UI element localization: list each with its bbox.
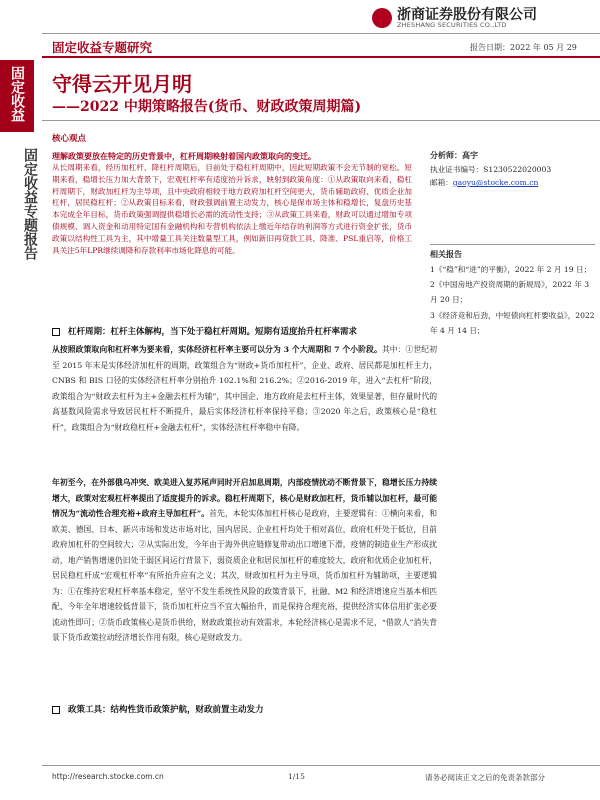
report-title: 守得云开见月明 [52, 72, 192, 96]
report-date: 报告日期：2022 年 05 月 29 [470, 43, 577, 52]
related-reports-heading: 相关报告 [430, 249, 462, 259]
related-report-item[interactable]: 1《“稳”和“进”的平衡》，2022 年 2 月 19 日； [430, 265, 592, 274]
body-paragraph-2 [52, 475, 437, 646]
core-view-heading: 核心观点 [52, 134, 87, 144]
bullet-square-icon [52, 706, 60, 714]
disclaimer-note: 请务必阅读正文之后的免责条款部分 [425, 773, 545, 782]
analyst-name: 分析师：高宇 [430, 150, 478, 160]
brand-name-en: ZHESHANG SECURITIES CO.,LTD [397, 21, 507, 29]
report-series: 固定收益专题研究 [52, 40, 153, 55]
section-heading-text: 杠杆周期：杠杆主体解构，当下处于稳杠杆周期。短期有适度抬升杠杆率需求 [68, 327, 358, 337]
bullet-square-icon [52, 328, 60, 336]
paragraph-2-text: 首先，本轮实体加杠杆核心是政府，主要逻辑有：①横向来看，和欧美、德国、日本、新兴市场和发达市场对比，国内居民、企业杠杆均处于相对高位，政府杠杆处于低位，目前政府加杠杆的空间较大；②从实际出发，今年由于海外供应链修复带动出口增速下滑，疫情的制造业生产形成扰动，地产销售增速仍旧处于弱区间运行背景下，弱资质企业和居民加杠杆的难度较大，政府和优质企业加杠杆，居民稳杠杆成“宏观杠杆率”有所抬升应有之义；其次，财政加杠杆为主导项，货币加杠杆为辅助项，主要逻辑为：①在维持宏观杠杆率基本稳定，坚守不发生系统性风险的政策背景下，社融、M2 和经济增速应当基本相匹配，今年全年增速较低背景下，货币加杠杆应当不宜大幅抬升，而是保持合理充裕，提供经济实体信用扩张必要流动性即可；②货币政策核心是货币供给，财政政策拉动有效需求，本轮经济核心是需求不足，“借款人”消失背景下货币政策拉动经济增长作用有限，核心是财政发力。 [52, 509, 437, 642]
section-heading-policy-tools [52, 703, 264, 715]
body-paragraph-1 [52, 342, 437, 435]
header-divider [42, 33, 600, 34]
section-heading-text: 政策工具：结构性货币政策护航，财政前置主动发力 [68, 705, 264, 715]
paragraph-1-bold: 从按照政策取向和杠杆率为要来看，实体经济杠杆率主要可以分为 3 个大周期和 7 个小阶段。 [52, 345, 382, 354]
footer-divider [42, 765, 600, 766]
title-divider [42, 120, 600, 121]
brand-name-cn: 浙商证券股份有限公司 [397, 7, 537, 23]
footer-url[interactable]: http://research.stocke.com.cn [52, 772, 164, 781]
related-divider [430, 244, 595, 245]
section-heading-leverage [52, 325, 357, 337]
core-view-paragraph: 从长周期来看，经历加杠杆、降杠杆周期后，目前处于稳杠杆周期中，因此短期政策不会无节制的宽松。短期来看，稳增长压力加大背景下，宏观杠杆率有适度抬升诉求，映射到政策角度：①从政策取向来看，稳杠杆周期下，财政加杠杆为主导项，且中央政府相较于地方政府加杠杆空间更大，货币辅助政府、优质企业加杠杆，居民稳杠杆；②从政策目标来看，财政强调前置主动发力，核心是保市场主体和稳增长，复盘历史基本完成全年目标，货币政策强调提供稳增长必需的流动性支持；③从政策工具来看，财政可以通过增加专项债规模、调入资金和动用特定国有金融机构和专营机构依法上缴近年结存的利润等方式进行资金扩张，货币政策以结构性工具为主，其中增量工具关注数量型工具，例如新旧再贷款工具、降准、PSL重启等，价格工具关注5年LPR继续调降和存款利率市场化降息的可能。 [52, 163, 412, 255]
report-subtitle: ——2022 中期策略报告(货币、财政政策周期篇) [52, 99, 362, 115]
header-red-divider [42, 56, 600, 58]
page-number: 1/15 [288, 772, 305, 781]
related-reports-list [430, 262, 595, 338]
paragraph-2-bold: 年初至今，在外部俄乌冲突、欧美进入复苏尾声同时开启加息周期，内部疫情扰动不断背景下，稳增长压力持续增大，政策对宏观杠杆率提出了适度提升的诉求。稳杠杆周期下，核心是财政加杠杆，货币辅以加杠杆，最可能情况为“流动性合理充裕+政府主导加杠杆”。 [52, 478, 437, 518]
sidebar-report-type: 固定收益专题报告 [22, 148, 38, 260]
paragraph-1-text: 其中：①世纪初至 2015 年末是实体经济加杠杆的周期，政策组合为“财政+货币加杠杆”，企业、政府、居民都是加杠杆主力，CNBS 和 BIS 口径的实体经济杠杆率分别抬升 102.1%和 216.2%；②2016-2019 年，进入“去杠杆”阶段，政策组合为“财政去杠杆为主+金融去杠杆为辅”，其中国企、地方政府是去杠杆主体，效果显著，但存量时代的高基数风险需求导致居民杠杆不断提升，最后实体经济杠杆率保持平稳；③2020 年之后，政策核心是“稳杠杆”，政策组合为“财政稳杠杆+金融去杠杆”，实体经济杠杆率稳中有降。 [52, 345, 437, 432]
related-report-item[interactable]: 3《经济竞和后劲，中短债向杠杆要收益》，2022 年 4 月 14 日； [430, 310, 595, 335]
analyst-email-link[interactable]: gaoyu@stocke.com.cn [452, 178, 539, 187]
related-report-item[interactable]: 2《中国房地产投资周期的新规局》，2022 年 3 月 20 日； [430, 280, 590, 305]
analyst-cert: 执业证书编号：S1230522020003 [430, 165, 552, 174]
company-logo-icon [372, 8, 392, 28]
sidebar-tag-label: 固定收益 [9, 66, 25, 122]
core-view-lead: 理解政策要放在特定的历史背景中，杠杆周期映射着国内政策取向的变迁。 [52, 151, 316, 161]
sidebar-tag [0, 60, 34, 132]
analyst-email-label: 邮箱： [430, 178, 453, 187]
analyst-email-row [430, 177, 538, 188]
